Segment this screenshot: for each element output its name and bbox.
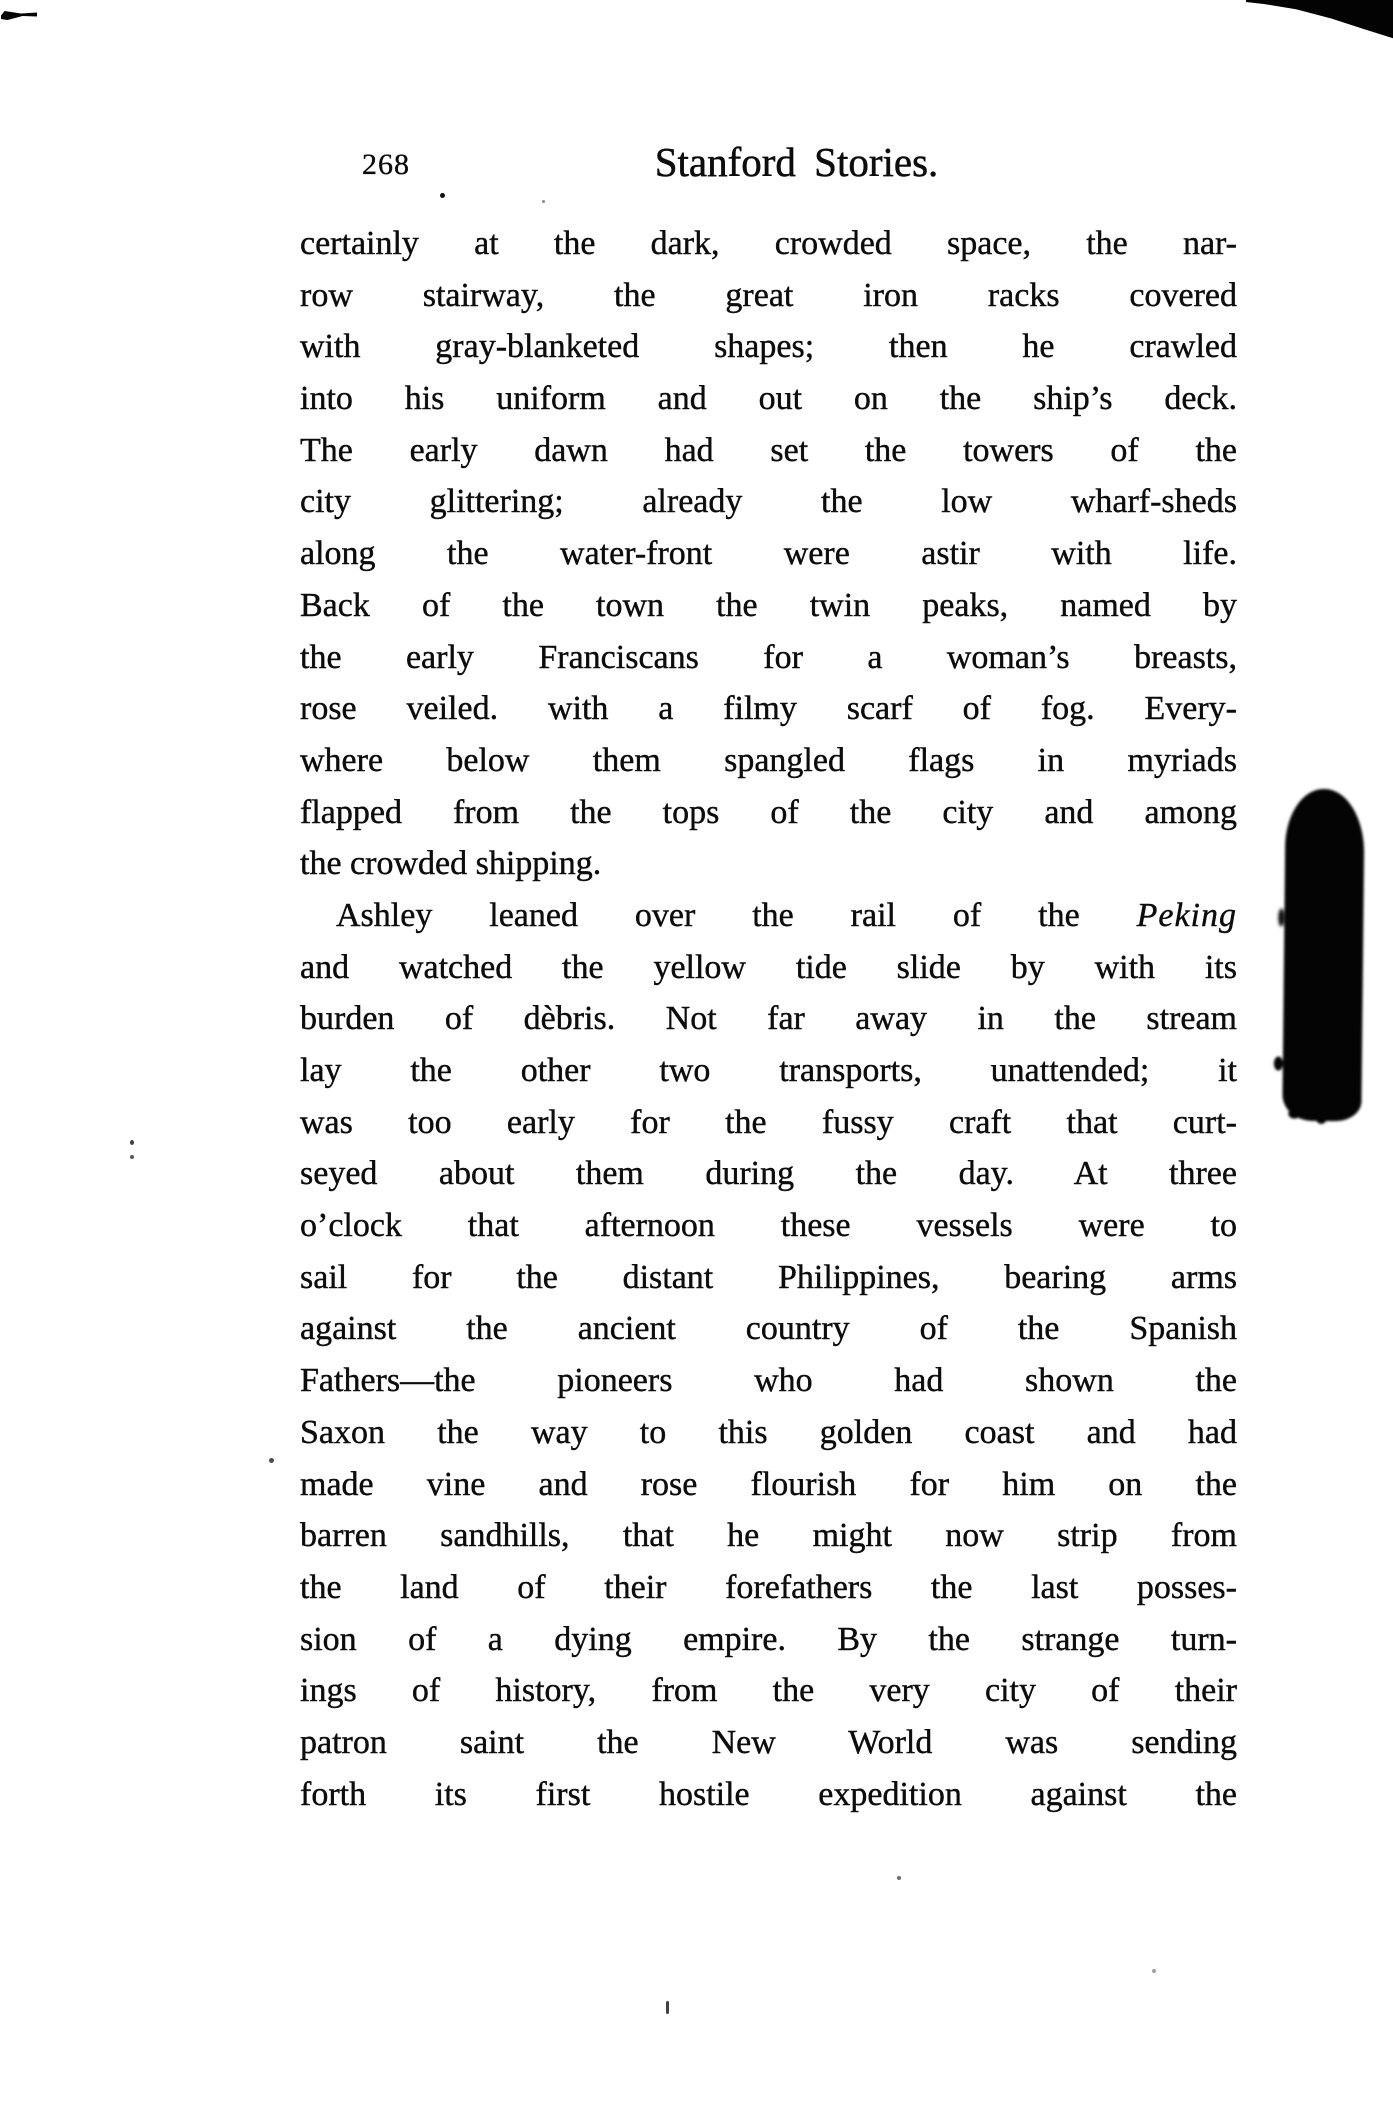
text-line: Ashley leaned over the rail of the Peking — [336, 896, 1237, 934]
text-line: Fathers—the pioneers who had shown the — [300, 1362, 1237, 1400]
text-line: city glittering; already the low wharf-sheds — [300, 483, 1237, 521]
ink-blot — [1282, 789, 1364, 1122]
text-lines — [300, 218, 1237, 1820]
text-line: certainly at the dark, crowded space, the nar- — [300, 225, 1237, 262]
text-line: Back of the town the twin peaks, named by — [300, 586, 1237, 624]
text-line: seyed about them during the day. At three — [300, 1155, 1237, 1193]
text-line: row stairway, the great iron racks covered — [300, 276, 1237, 314]
scan-speck — [542, 200, 545, 203]
ink-spatter — [1274, 1056, 1283, 1070]
text-line: The early dawn had set the towers of the — [300, 431, 1237, 469]
text-line: patron saint the New World was sending — [300, 1723, 1237, 1761]
text-line: was too early for the fussy craft that curt- — [300, 1103, 1237, 1141]
ink-spatter — [1340, 1107, 1349, 1119]
page-number: 268 — [362, 148, 410, 181]
text-line: sion of a dying empire. By the strange turn- — [300, 1620, 1237, 1658]
text-line: and watched the yellow tide slide by with its — [300, 948, 1237, 986]
text-line: barren sandhills, that he might now strip from — [300, 1517, 1237, 1555]
text-line: burden of dèbris. Not far away in the stream — [300, 1000, 1237, 1038]
running-title: Stanford Stories. — [654, 139, 939, 185]
text-line: the early Franciscans for a woman’s breasts, — [300, 638, 1237, 676]
text-line: flapped from the tops of the city and among — [300, 793, 1237, 831]
text-line: o’clock that afternoon these vessels were to — [300, 1207, 1237, 1245]
page-corner-ink-wedge — [1246, 0, 1393, 66]
text-line: the land of their forefathers the last posses- — [300, 1568, 1237, 1606]
scan-speck — [1152, 1969, 1156, 1973]
text-line: with gray-blanketed shapes; then he crawled — [300, 328, 1237, 366]
text-line: lay the other two transports, unattended; it — [300, 1052, 1237, 1089]
text-line: along the water-front were astir with life. — [300, 535, 1237, 573]
text-line: Saxon the way to this golden coast and had — [300, 1413, 1237, 1451]
ink-spatter — [1288, 1109, 1300, 1119]
scan-speck — [130, 1140, 134, 1145]
scan-speck — [440, 193, 445, 198]
text-line: ings of history, from the very city of their — [300, 1672, 1237, 1710]
scan-speck — [130, 1155, 134, 1159]
ink-spatter — [1316, 1115, 1326, 1124]
text-line: sail for the distant Philippines, bearing arms — [300, 1258, 1237, 1296]
text-line: the crowded shipping. — [300, 845, 602, 883]
text-line: where below them spangled flags in myriads — [300, 741, 1237, 779]
text-line: rose veiled. with a filmy scarf of fog. Every- — [300, 690, 1237, 728]
scan-speck — [897, 1876, 901, 1880]
ink-spatter — [1278, 909, 1284, 927]
page-header — [300, 138, 1237, 188]
scan-speck — [666, 2001, 669, 2014]
scan-speck — [269, 1458, 274, 1463]
ink-dash-mark — [1, 11, 37, 21]
text-line: against the ancient country of the Spanish — [300, 1310, 1237, 1348]
text-line: made vine and rose flourish for him on the — [300, 1465, 1237, 1503]
text-line: forth its first hostile expedition against the — [300, 1775, 1237, 1813]
text-line: into his uniform and out on the ship’s deck. — [300, 380, 1237, 418]
